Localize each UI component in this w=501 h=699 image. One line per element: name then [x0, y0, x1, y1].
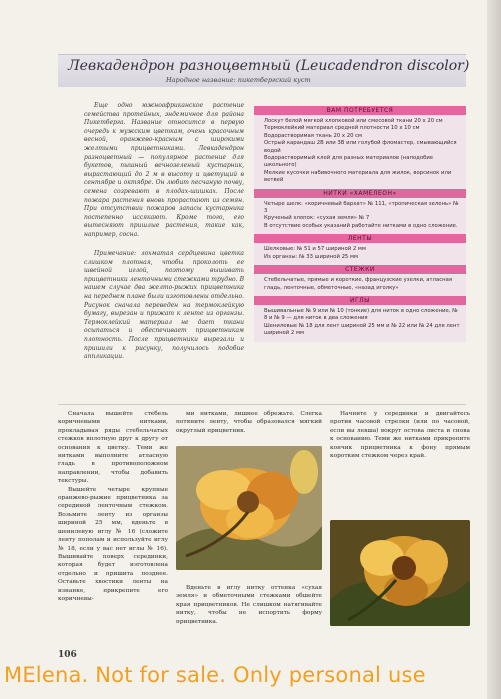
body-paragraph: Вденьте в иглу нитку оттенка «сухая земля» и обметочными стежками обшейте края прицветников. Не слишком натягивайте нитку, чтобы не испортить форму прицветника.	[176, 585, 322, 625]
flower-photo-2	[330, 520, 470, 626]
needed-item: Лоскут белой мягкой хлопковой или смесовой ткани 20 х 20 см	[264, 118, 443, 124]
leucadendron-image-1	[176, 446, 322, 570]
threads-list	[254, 198, 466, 235]
needed-item: Водорастворимая ткань 20 х 20 см	[264, 132, 363, 139]
stitches-heading: СТЕЖКИ	[254, 265, 466, 274]
note-paragraph: Примечание: лохматая сердцевина цветка слишком плотная, чтобы проколоть ее швейной иглой, поэтому вышивать прицветники ленточными стежками трудно. В нашем случае два желто-рыжих прицветника на переднем плане были изготовлены отдельно. Рисунок сначала переведен на термоклейкую бумагу, вырезан и прижат к ленте из органзы. Термоклейкий материал не дает ткани осыпаться и обеспечивает прицветникам плотность. После прицветники вырезали и пришили к рисунку, получилось подобие аппликации.	[84, 250, 244, 361]
needed-item: Острый карандаш 2В или 3В или голубой фломастер, смывающийся водой	[264, 140, 457, 154]
threads-item: В отсутствие особых указаний работайте нитками в одно сложение.	[264, 222, 458, 229]
needles-heading: ИГЛЫ	[254, 296, 466, 305]
needles-list	[254, 305, 466, 342]
body-column-1	[58, 410, 168, 603]
body-paragraph: Сначала вышейте стебель коричневыми нитками, прокладывая ряды стебельчатых стежков вплотную друг к другу от основания к цветку. Теми же нитками выполните атласную гладь в противоположном направлении, чтобы добавить текстуры.	[58, 411, 168, 485]
body-paragraph: Вышейте четыре крупные оранжево-рыжие прицветника за серединой ленточным стежком. Возьмите ленту из органзы шириной 25 мм, вденьте в шенилевую иглу № 16 (сложите ленту пополам и используйте иглу № 18, если у вас нет иглы № 16). Вышивайте поверх серединки, которая будет изготовлена отдельно и пришита позднее. Оставьте хвостики ленты на изнанке, прикрепите его коричневы-	[58, 486, 168, 602]
ribbons-list	[254, 243, 466, 265]
note-text	[84, 250, 244, 362]
page-spine-shadow	[487, 0, 501, 699]
stitches-item: Стебельчатые, прямые и короткие, французские узелки, атласная гладь, ленточные, обметочные, «назад иголку»	[264, 277, 453, 291]
page-subtitle: Народное название: пикетбергский куст	[166, 76, 311, 84]
body-column-2-bottom	[176, 584, 322, 626]
needed-item: Водорастворимый клей для разных материалов (наподобие школьного)	[264, 155, 434, 169]
intro-text	[84, 102, 244, 244]
stitches-list	[254, 274, 466, 296]
page-title: Левкадендрон разноцветный (Leucadendron discolor)	[68, 58, 470, 74]
body-paragraph: Начните у серединки и двигайтесь против часовой стрелки (или по часовой, если вы левша) вокруг остова листа и снова к основанию. Теми же нитками прикрепите кончик прицветника к фону прямым коротким стежком через край.	[330, 411, 470, 460]
body-paragraph: ми нитками, лишнее обрежьте. Слегка потяните ленту, чтобы образовался мягкий округлый прицветник.	[176, 411, 322, 434]
threads-item: Крученый хлопок: «сухая земля» № 7	[264, 215, 370, 222]
flower-photo-1	[176, 446, 322, 570]
leucadendron-image-2	[330, 520, 470, 626]
needles-item: Шенилевые № 18 для лент шириной 25 мм и № 22 или № 24 для лент шириной 2 мм	[264, 322, 460, 337]
section-divider	[58, 404, 466, 405]
ribbons-item: Из органзы: № 33 шириной 25 мм	[264, 253, 358, 260]
needed-heading: ВАМ ПОТРЕБУЕТСЯ	[254, 106, 466, 115]
materials-panel	[254, 106, 466, 342]
needed-item: Мелкие кусочки набивочного материала для жилок, ворсинок или ветвей	[264, 169, 452, 184]
intro-paragraph: Еще одно южноафриканское растение семейства протейных, эндемичное для района Пикетберга. Название относится в первую очередь к мужским цветкам, очень красочным весной, оранжево-красным с широкими желтыми прицветниками. Левкадендрон разноцветный — популярное растение для букетов, пышный вечнозеленый кустарник, вырастающий до 2 м в высоту и цветущий в сентябре и октябре. Он любит песчаную почву, семена созревают в плодах-шишках. После пожара растения вновь прорастают из семян. При отсутствии пожаров запасы кустарника постепенно иссякают. Кроме того, его вытесняют пришлые растения, такие как, например, сосна.	[84, 102, 244, 238]
threads-heading: НИТКИ «ХАМЕЛЕОН»	[254, 189, 466, 198]
ribbons-item: Шелковые: № 51 и 57 шириной 2 мм	[264, 246, 366, 253]
watermark-text: MElena. Not for sale. Only personal use	[4, 663, 426, 687]
body-column-2	[176, 410, 322, 435]
needed-item: Термоклейкий материал средней плотности 10 х 10 см	[264, 125, 420, 132]
threads-item: Четыре шелк: «коричневый бархат» № 111, «тропическая зелень» № 3	[264, 200, 459, 215]
needed-list	[254, 115, 466, 189]
body-column-3	[330, 410, 470, 460]
page-number: 106	[58, 650, 77, 660]
needles-item: Вышивальные № 9 или № 10 (тонкие) для ниток в одно сложение, № 8 и № 9 — для ниток в два сложения	[264, 307, 458, 322]
ribbons-heading: ЛЕНТЫ	[254, 234, 466, 243]
